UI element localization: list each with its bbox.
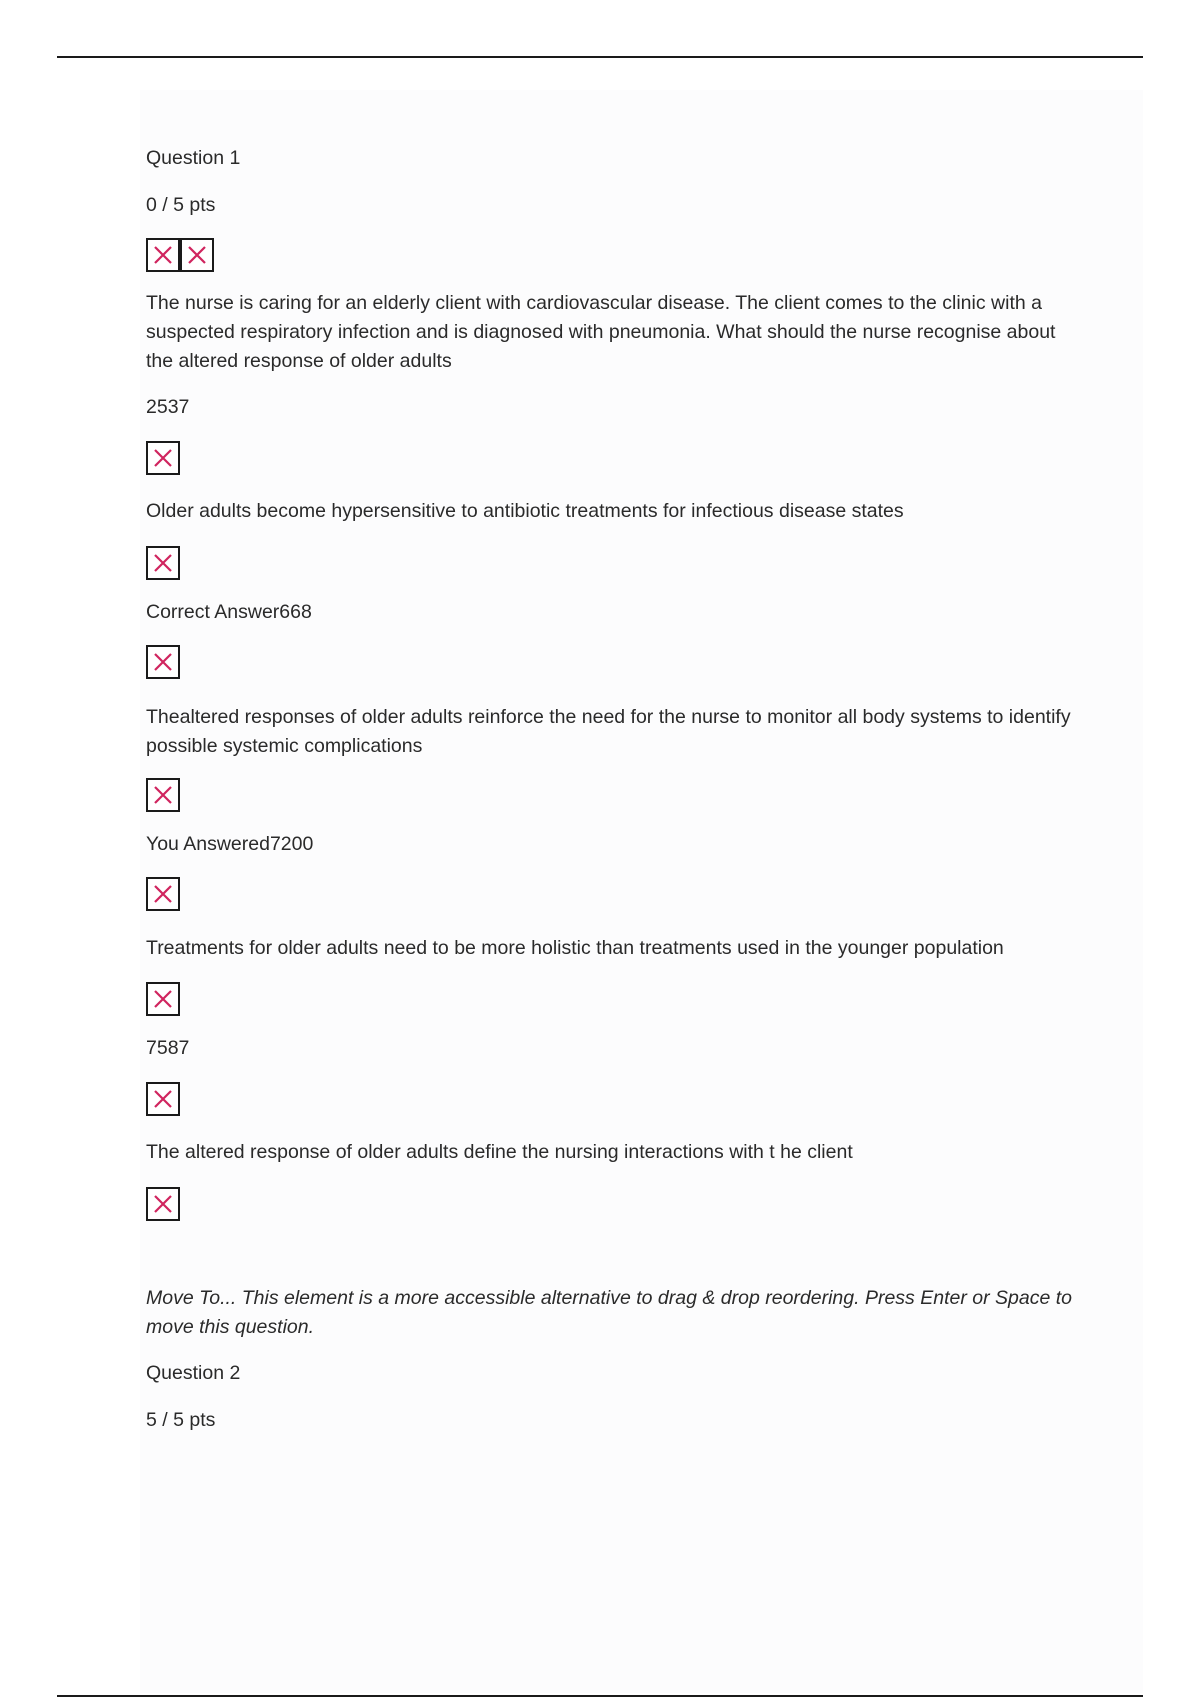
broken-image-icon	[146, 1187, 180, 1221]
question-2-title: Question 2	[146, 1362, 241, 1384]
broken-image-icon	[146, 546, 180, 580]
broken-image-icon	[146, 441, 180, 475]
question-1-score: 0 / 5 pts	[146, 194, 216, 216]
correct-answer-label: Correct Answer668	[146, 601, 312, 623]
broken-image-icon	[180, 238, 214, 272]
answer-option: The altered response of older adults define the nursing interactions with t he client	[146, 1141, 853, 1163]
broken-image-icon	[146, 877, 180, 911]
question-1-title: Question 1	[146, 147, 241, 169]
you-answered-label: You Answered7200	[146, 833, 314, 855]
you-answered-text: Treatments for older adults need to be more holistic than treatments used in the younger population	[146, 937, 1004, 959]
bottom-rule	[57, 1695, 1143, 1697]
answer-option: Older adults become hypersensitive to antibiotic treatments for infectious disease states	[146, 500, 904, 522]
question-1-prompt: The nurse is caring for an elderly client with cardiovascular disease. The client comes to the clinic with a suspected respiratory infection and is diagnosed with pneumonia. What should the nurse recognise about the altered response of older adults	[146, 292, 1056, 372]
top-rule	[57, 56, 1143, 58]
answer-marker: 7587	[146, 1037, 190, 1059]
answer-marker: 2537	[146, 396, 190, 418]
correct-answer-text: Thealtered responses of older adults reinforce the need for the nurse to monitor all body systems to identify possible systemic complications	[146, 706, 1071, 757]
broken-image-icon	[146, 238, 180, 272]
broken-image-icon	[146, 645, 180, 679]
move-to-button[interactable]: Move To... This element is a more accessible alternative to drag & drop reordering. Press Enter or Space to move this question.	[146, 1287, 1072, 1338]
broken-image-icon	[146, 778, 180, 812]
question-2-score: 5 / 5 pts	[146, 1409, 216, 1431]
broken-image-icon	[146, 982, 180, 1016]
broken-image-icon	[146, 1082, 180, 1116]
